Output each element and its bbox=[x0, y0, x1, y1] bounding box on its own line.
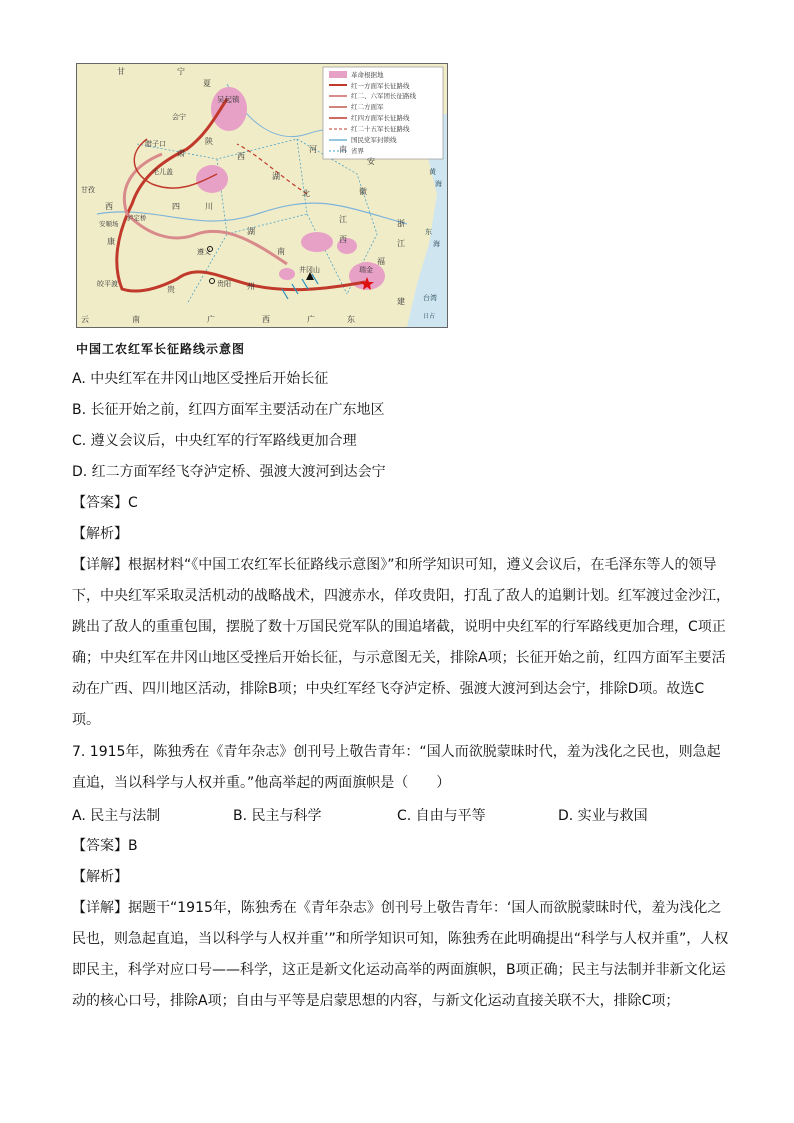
map-label: 井冈山 bbox=[299, 266, 320, 274]
map-label: 徽 bbox=[359, 187, 367, 196]
map-label: 台湾 bbox=[423, 294, 437, 302]
map-label: 湖 bbox=[272, 172, 280, 181]
q7-option-d: D. 实业与救国 bbox=[558, 808, 648, 824]
q6-analysis-label: 【解析】 bbox=[72, 526, 128, 542]
map-label: 甘孜 bbox=[81, 186, 95, 194]
map-label: 安顺场 bbox=[99, 220, 119, 228]
legend-item: 红二方面军 bbox=[351, 103, 384, 111]
legend-item: 国民党军封锁线 bbox=[351, 136, 397, 144]
map-label: 贵阳 bbox=[217, 280, 231, 288]
map-label: 浙 bbox=[397, 219, 405, 228]
q7-analysis-label: 【解析】 bbox=[72, 869, 128, 885]
map-label: 福 bbox=[377, 257, 385, 266]
map-label: 东 bbox=[347, 315, 355, 324]
q7-detail: 【详解】据题干“1915年，陈独秀在《青年杂志》创刊号上敬告青年：‘国人而欲脱蒙昧时代，羞为浅化之民也，则急起直追，当以科学与人权并重’”和所学知识可知，陈独秀在此明确提出“科学与人权并重”，人权即民主，科学对应口号——科学，这正是新文化运动高举的两面旗帜，B项正确；民主与法制并非新文化运动的核心口号，排除A项；自由与平等是启蒙思想的内容，与新文化运动直接关联不大，排除C项； bbox=[72, 900, 729, 1009]
map-label: 甘 bbox=[117, 67, 125, 76]
map-label: 泸定桥 bbox=[127, 214, 147, 222]
q6-option-c: C. 遵义会议后，中央红军的行军路线更加合理 bbox=[72, 433, 357, 449]
map-label: 皎平渡 bbox=[97, 280, 118, 288]
q7-answer: 【答案】B bbox=[72, 838, 138, 854]
legend-item: 红四方面军长征路线 bbox=[351, 114, 410, 122]
legend-item: 革命根据地 bbox=[351, 71, 384, 79]
map-label: 西 bbox=[262, 315, 270, 324]
q6-answer: 【答案】C bbox=[72, 495, 138, 511]
map-label: 江 bbox=[397, 239, 405, 248]
map-label: 安 bbox=[367, 157, 375, 166]
map-label: 东 bbox=[425, 228, 432, 236]
q7-option-b: B. 民主与科学 bbox=[233, 808, 322, 824]
map-label: 西 bbox=[105, 202, 113, 211]
map-label: 南 bbox=[277, 247, 285, 256]
legend-item: 红一方面军长征路线 bbox=[351, 82, 410, 90]
legend-item: 省界 bbox=[351, 147, 364, 155]
map-label: 湖 bbox=[247, 227, 255, 236]
q6-detail: 【详解】根据材料“《中国工农红军长征路线示意图》”和所学知识可知，遵义会议后，在毛泽东等人的领导下，中央红军采取灵活机动的战略战术，四渡赤水，佯攻贵阳，打乱了敌人的追剿计划。红军渡过金沙江，跳出了敌人的重重包围，摆脱了数十万国民党军队的围追堵截，说明中央红军的行军路线更加合理，C项正确；中央红军在井冈山地区受挫后开始长征，与示意图无关，排除A项；长征开始之前，红四方面军主要活动在广西、四川地区活动，排除B项；中央红军经飞夺泸定桥、强渡大渡河到达会宁，排除D项。故选C项。 bbox=[72, 557, 730, 728]
map-label: 建 bbox=[397, 297, 405, 306]
q6-option-d: D. 红二方面军经飞夺泸定桥、强渡大渡河到达会宁 bbox=[72, 464, 386, 480]
map-label: 贵 bbox=[167, 285, 175, 294]
map-label: 日占 bbox=[423, 313, 436, 320]
map-label: 南 bbox=[132, 315, 140, 324]
map-label: 广 bbox=[307, 315, 315, 324]
map-label: 北 bbox=[302, 189, 310, 198]
map-label: 腊子口 bbox=[145, 140, 166, 148]
long-march-map bbox=[76, 63, 448, 328]
map-label: 河 bbox=[309, 145, 317, 154]
q6-option-a: A. 中央红军在井冈山地区受挫后开始长征 bbox=[72, 371, 329, 387]
q6-option-b: B. 长征开始之前，红四方面军主要活动在广东地区 bbox=[72, 402, 385, 418]
q7-stem: 7. 1915年，陈独秀在《青年杂志》创刊号上敬告青年：“国人而欲脱蒙昧时代，羞为浅化之民也，则急起直追，当以科学与人权并重。”他高举起的两面旗帜是（ ） bbox=[72, 744, 721, 791]
map-svg bbox=[77, 64, 447, 327]
map-label: 西 bbox=[237, 152, 245, 161]
legend-item: 红二、六军团长征路线 bbox=[351, 92, 416, 100]
map-label: 会宁 bbox=[172, 113, 186, 121]
map-label: 夏 bbox=[203, 79, 211, 88]
map-label: 州 bbox=[247, 282, 255, 291]
map-label: 海 bbox=[433, 240, 440, 248]
map-label: 南 bbox=[339, 145, 347, 154]
q7-option-c: C. 自由与平等 bbox=[397, 808, 486, 824]
map-label: 云 bbox=[81, 315, 89, 324]
map-label: 黄 bbox=[429, 168, 436, 176]
map-label: 江 bbox=[339, 215, 347, 224]
legend-item: 红二十五军长征路线 bbox=[351, 125, 410, 133]
map-label: 宁 bbox=[177, 67, 185, 76]
map-label: 肃 bbox=[177, 149, 185, 158]
map-label: 吴起镇 bbox=[217, 95, 240, 104]
map-label: 四 bbox=[172, 202, 180, 211]
map-label: 毛儿盖 bbox=[152, 168, 173, 176]
map-label: 西 bbox=[339, 235, 347, 244]
map-label: 川 bbox=[205, 202, 213, 211]
map-label: 康 bbox=[107, 237, 115, 246]
map-label: 遵义 bbox=[197, 248, 211, 256]
map-label: 海 bbox=[435, 180, 442, 188]
map-label: 瑞金 bbox=[359, 266, 373, 274]
q7-option-a: A. 民主与法制 bbox=[72, 808, 161, 824]
map-label: 陕 bbox=[205, 137, 213, 146]
map-label: 广 bbox=[207, 315, 215, 324]
map-caption: 中国工农红军长征路线示意图 bbox=[76, 342, 246, 356]
